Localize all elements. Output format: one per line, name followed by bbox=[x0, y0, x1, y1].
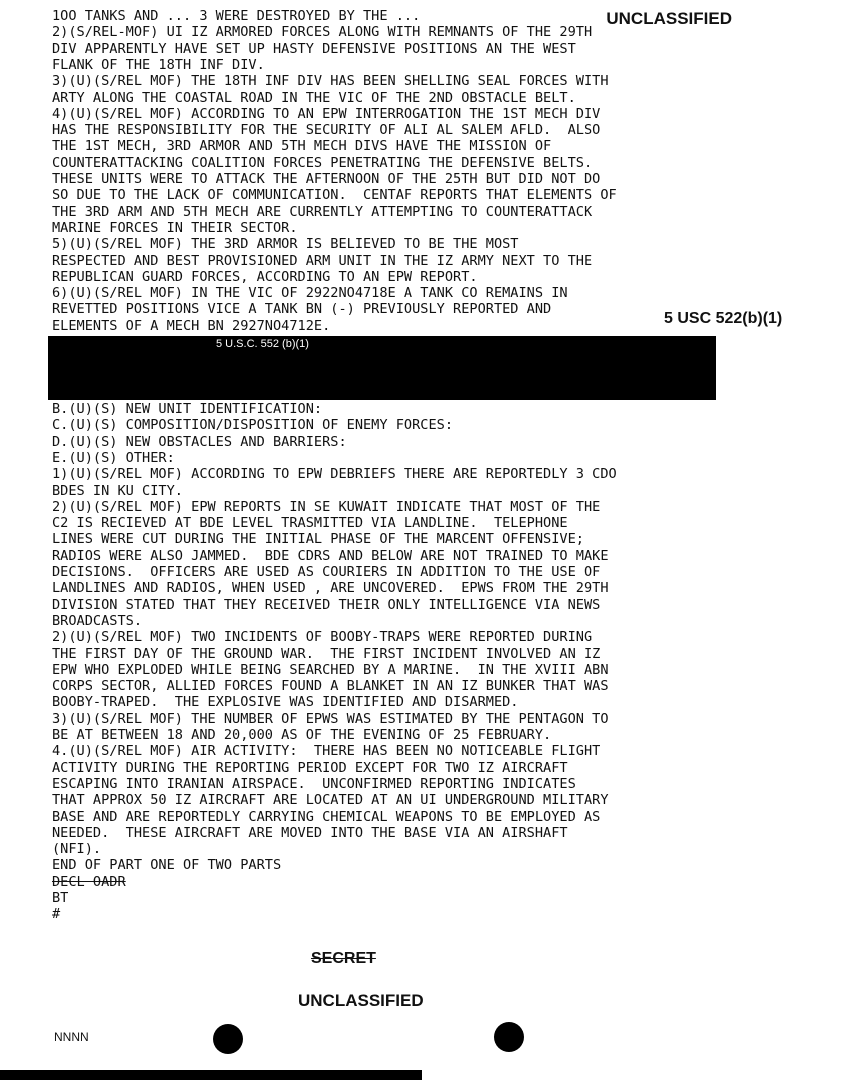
message-line: CORPS SECTOR, ALLIED FORCES FOUND A BLANKET IN AN IZ BUNKER THAT WAS bbox=[52, 678, 609, 695]
message-line: 2)(U)(S/REL MOF) EPW REPORTS IN SE KUWAIT INDICATE THAT MOST OF THE bbox=[52, 498, 601, 515]
message-line: 6)(U)(S/REL MOF) IN THE VIC OF 2922NO4718E A TANK CO REMAINS IN bbox=[52, 285, 568, 302]
message-line: THE 3RD ARM AND 5TH MECH ARE CURRENTLY ATTEMPTING TO COUNTERATTACK bbox=[52, 203, 593, 220]
message-line: 3)(U)(S/REL MOF) THE NUMBER OF EPWS WAS ESTIMATED BY THE PENTAGON TO bbox=[52, 710, 609, 727]
message-line: BOOBY-TRAPED. THE EXPLOSIVE WAS IDENTIFIED AND DISARMED. bbox=[52, 694, 519, 711]
message-line: C.(U)(S) COMPOSITION/DISPOSITION OF ENEMY FORCES: bbox=[52, 417, 454, 434]
message-line: BE AT BETWEEN 18 AND 20,000 AS OF THE EVENING OF 25 FEBRUARY. bbox=[52, 727, 552, 743]
message-line: THE 1ST MECH, 3RD ARMOR AND 5TH MECH DIVS HAVE THE MISSION OF bbox=[52, 138, 552, 155]
message-line: COUNTERATTACKING COALITION FORCES PENETRATING THE DEFENSIVE BELTS. bbox=[52, 154, 593, 171]
footer-classification: UNCLASSIFIED bbox=[298, 991, 424, 1010]
message-line: RESPECTED AND BEST PROVISIONED ARM UNIT IN THE IZ ARMY NEXT TO THE bbox=[52, 252, 593, 269]
message-line: DECL OADR bbox=[52, 873, 126, 890]
message-line: BDES IN KU CITY. bbox=[52, 482, 183, 499]
header-classification: UNCLASSIFIED bbox=[606, 9, 732, 28]
message-line: END OF PART ONE OF TWO PARTS bbox=[52, 857, 282, 874]
punch-hole-left bbox=[213, 1024, 243, 1054]
exemption-label: 5 USC 522(b)(1) bbox=[664, 310, 783, 327]
message-line: RADIOS WERE ALSO JAMMED. BDE CDRS AND BELOW ARE NOT TRAINED TO MAKE bbox=[52, 547, 609, 564]
message-line: D.(U)(S) NEW OBSTACLES AND BARRIERS: bbox=[52, 433, 347, 450]
message-line: REVETTED POSITIONS VICE A TANK BN (-) PREVIOUSLY REPORTED AND bbox=[52, 301, 552, 318]
message-line: C2 IS RECIEVED AT BDE LEVEL TRASMITTED VIA LANDLINE. TELEPHONE bbox=[52, 515, 568, 532]
message-line: THESE UNITS WERE TO ATTACK THE AFTERNOON OF THE 25TH BUT DID NOT DO bbox=[52, 171, 601, 187]
punch-hole-right bbox=[494, 1022, 524, 1052]
message-line: MARINE FORCES IN THEIR SECTOR. bbox=[52, 219, 298, 236]
message-line: (NFI). bbox=[52, 841, 102, 858]
message-line: 3)(U)(S/REL MOF) THE 18TH INF DIV HAS BEEN SHELLING SEAL FORCES WITH bbox=[52, 73, 609, 90]
message-line: BT bbox=[52, 890, 69, 906]
message-line: HAS THE RESPONSIBILITY FOR THE SECURITY OF ALI AL SALEM AFLD. ALSO bbox=[52, 122, 601, 139]
message-line: LANDLINES AND RADIOS, WHEN USED , ARE UNCOVERED. EPWS FROM THE 29TH bbox=[52, 580, 609, 597]
scan-edge-bar bbox=[0, 1070, 422, 1080]
message-line: NEEDED. THESE AIRCRAFT ARE MOVED INTO THE BASE VIA AN AIRSHAFT bbox=[52, 824, 568, 841]
message-line: ACTIVITY DURING THE REPORTING PERIOD EXCEPT FOR TWO IZ AIRCRAFT bbox=[52, 759, 568, 776]
message-line: 4.(U)(S/REL MOF) AIR ACTIVITY: THERE HAS BEEN NO NOTICEABLE FLIGHT bbox=[52, 743, 601, 760]
message-line: 2)(U)(S/REL MOF) TWO INCIDENTS OF BOOBY-TRAPS WERE REPORTED DURING bbox=[52, 629, 593, 646]
message-line: ARTY ALONG THE COASTAL ROAD IN THE VIC OF THE 2ND OBSTACLE BELT. bbox=[52, 89, 576, 106]
message-line: DIV APPARENTLY HAVE SET UP HASTY DEFENSIVE POSITIONS AN THE WEST bbox=[52, 40, 576, 57]
message-line: LINES WERE CUT DURING THE INITIAL PHASE OF THE MARCENT OFFENSIVE; bbox=[52, 531, 584, 548]
message-line: EPW WHO EXPLODED WHILE BEING SEARCHED BY A MARINE. IN THE XVIII ABN bbox=[52, 661, 609, 678]
message-line: # bbox=[52, 906, 61, 923]
message-line: SO DUE TO THE LACK OF COMMUNICATION. CENTAF REPORTS THAT ELEMENTS OF bbox=[52, 187, 617, 204]
message-line: 2)(S/REL-MOF) UI IZ ARMORED FORCES ALONG WITH REMNANTS OF THE 29TH bbox=[52, 24, 593, 41]
message-line: 1)(U)(S/REL MOF) ACCORDING TO EPW DEBRIEFS THERE ARE REPORTEDLY 3 CDO bbox=[52, 466, 617, 483]
message-line: DIVISION STATED THAT THEY RECEIVED THEIR ONLY INTELLIGENCE VIA NEWS bbox=[52, 596, 601, 613]
message-line: B.(U)(S) NEW UNIT IDENTIFICATION: bbox=[52, 401, 323, 417]
message-line: THAT APPROX 50 IZ AIRCRAFT ARE LOCATED AT AN UI UNDERGROUND MILITARY bbox=[52, 792, 609, 809]
footer-secret-marking: SECRET bbox=[311, 950, 376, 967]
message-line: THE FIRST DAY OF THE GROUND WAR. THE FIRST INCIDENT INVOLVED AN IZ bbox=[52, 645, 601, 662]
message-line: DECISIONS. OFFICERS ARE USED AS COURIERS IN ADDITION TO THE USE OF bbox=[52, 564, 601, 580]
message-line: BROADCASTS. bbox=[52, 612, 143, 629]
redaction-block bbox=[48, 336, 716, 400]
message-line: FLANK OF THE 18TH INF DIV. bbox=[52, 56, 265, 73]
message-line: ESCAPING INTO IRANIAN AIRSPACE. UNCONFIRMED REPORTING INDICATES bbox=[52, 775, 576, 792]
footer-code: NNNN bbox=[54, 1030, 89, 1044]
message-line: ELEMENTS OF A MECH BN 2927NO4712E. bbox=[52, 317, 331, 334]
message-line: REPUBLICAN GUARD FORCES, ACCORDING TO AN EPW REPORT. bbox=[52, 268, 478, 285]
message-line: BASE AND ARE REPORTEDLY CARRYING CHEMICAL WEAPONS TO BE EMPLOYED AS bbox=[52, 808, 601, 825]
message-line: E.(U)(S) OTHER: bbox=[52, 449, 175, 466]
message-line: 4)(U)(S/REL MOF) ACCORDING TO AN EPW INTERROGATION THE 1ST MECH DIV bbox=[52, 105, 601, 122]
message-line: 5)(U)(S/REL MOF) THE 3RD ARMOR IS BELIEVED TO BE THE MOST bbox=[52, 236, 519, 253]
redaction-label: 5 U.S.C. 552 (b)(1) bbox=[216, 338, 309, 350]
message-line: 1OO TANKS AND ... 3 WERE DESTROYED BY THE ... bbox=[52, 8, 421, 24]
